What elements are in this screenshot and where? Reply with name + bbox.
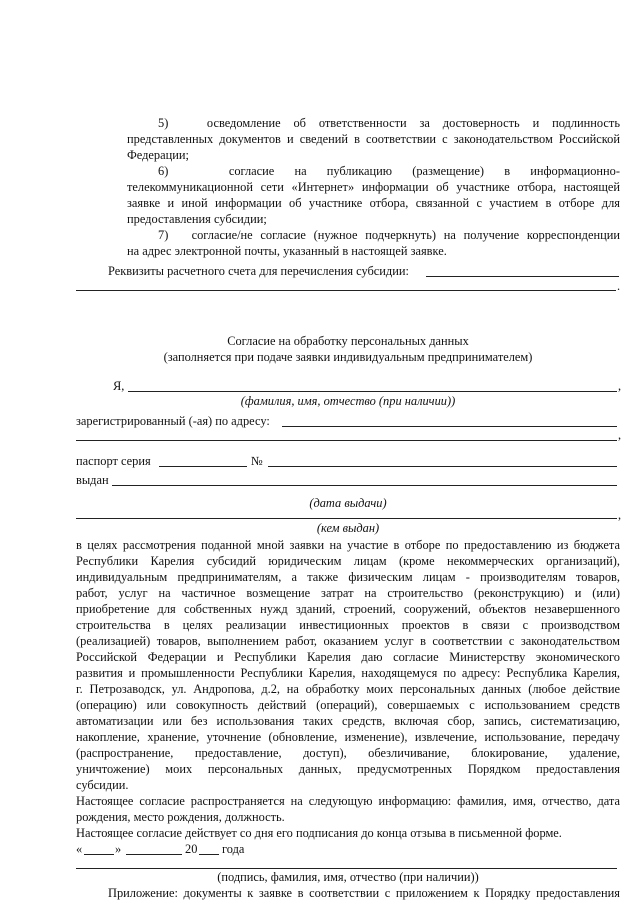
consent-scope-line-1: Настоящее согласие распространяется на следующую информацию: фамилия, имя, отчество, дата	[76, 794, 620, 808]
registered-address-field-line-2[interactable]	[76, 440, 617, 441]
consent-body-line: приобретение для собственных нужд зданий, строений, сооружений, объектов незавершенного	[76, 602, 620, 616]
consent-body-line: г. Петрозаводск, ул. Андропова, д.2, на обработку моих персональных данных (любое действие	[76, 682, 620, 696]
registered-address-comma: ,	[618, 428, 622, 442]
registered-address-label: зарегистрированный (-ая) по адресу:	[76, 414, 270, 428]
issued-label: выдан	[76, 473, 109, 487]
bank-requisites-end-mark: .	[617, 279, 621, 293]
consent-body-line: Российской Федерации и Республики Карелия даю согласие Министерству экономического	[76, 650, 620, 664]
item-7-line-1: 7) согласие/не согласие (нужное подчеркнуть) на получение корреспонденции	[158, 228, 620, 242]
consent-body-line: (реализацией) товаров, выполнением работ, оказанием услуг в соответствии с законодательством	[76, 634, 620, 648]
consent-body-line: Республики Карелия субсидий юридическим лицам (кроме некоммерческих организаций),	[76, 554, 620, 568]
item-7-line-2: на адрес электронной почты, указанный в настоящей заявке.	[127, 244, 447, 258]
issued-field-line[interactable]	[112, 485, 617, 486]
consent-body-line: развития и промышленности Республики Карелия, находящемуся по адресу: Республика Карелия,	[76, 666, 620, 680]
item-5-line-2: представленных документов и сведений в соответствии с законодательством Российской	[127, 132, 620, 146]
consent-validity: Настоящее согласие действует со дня его подписания до конца отзыва в письменной форме.	[76, 826, 562, 840]
consent-scope-line-2: рождения, место рождения, должность.	[76, 810, 285, 824]
date-year-prefix: 20	[185, 842, 198, 856]
issuer-caption: (кем выдан)	[316, 521, 380, 535]
item-6-line-3: заявке и иной информации об участнике отбора, связанной с участием в отборе для	[127, 196, 620, 210]
issuer-field-line[interactable]	[76, 518, 617, 519]
issuer-comma: ,	[618, 508, 622, 522]
consent-body-line: автоматизации или без использования таких средств, включая сбор, запись, систематизацию,	[76, 714, 620, 728]
fio-caption: (фамилия, имя, отчество (при наличии))	[240, 394, 456, 408]
passport-number-label: №	[251, 454, 263, 468]
consent-body-line: в целях рассмотрения поданной мной заявки на участие в отборе по предоставлению из бюджета	[76, 538, 620, 552]
consent-body-line: строительства в целях реализации инвестиционных проектов в связи с производством	[76, 618, 620, 632]
date-year-field[interactable]	[199, 854, 219, 855]
consent-body-line: работ, услуг на частичное возмещение затрат на строительство (реконструкцию) и (или)	[76, 586, 620, 600]
consent-body-line: уничтожение) моих персональных данных, предусмотренных Порядком предоставления	[76, 762, 620, 776]
i-label: Я,	[113, 379, 125, 393]
item-6-line-1: 6) согласие на публикацию (размещение) в информационно-	[158, 164, 620, 178]
item-5-line-1: 5) осведомление об ответственности за достоверность и подлинность	[158, 116, 620, 130]
consent-body-line: (операцию) или совокупность действий (операций), совершаемых с использованием средств	[76, 698, 620, 712]
item-6-line-4: предоставления субсидии;	[127, 212, 267, 226]
passport-series-label: паспорт серия	[76, 454, 151, 468]
date-open-quote: «	[76, 842, 83, 856]
consent-body-line: накопление, хранение, уточнение (обновление, изменение), извлечение, использование, передачу	[76, 730, 620, 744]
bank-requisites-label: Реквизиты расчетного счета для перечисления субсидии:	[108, 264, 409, 278]
registered-address-field-line-1[interactable]	[282, 426, 617, 427]
item-6-line-2: телекоммуникационной сети «Интернет» информации об участнике отбора, настоящей	[127, 180, 620, 194]
passport-series-field[interactable]	[159, 466, 247, 467]
signature-caption: (подпись, фамилия, имя, отчество (при наличии))	[217, 870, 479, 884]
fio-field-line[interactable]	[128, 391, 617, 392]
date-year-suffix: года	[222, 842, 245, 856]
fio-comma: ,	[618, 379, 622, 393]
consent-title: Согласие на обработку персональных данных	[227, 334, 469, 348]
issue-date-caption: (дата выдачи)	[309, 496, 387, 510]
date-day-field[interactable]	[84, 854, 114, 855]
consent-body-line: индивидуальным предпринимателям, а также физическим лицам - производителям товаров,	[76, 570, 620, 584]
appendix-line: Приложение: документы к заявке в соответствии с приложением к Порядку предоставления	[108, 886, 620, 900]
consent-subtitle: (заполняется при подаче заявки индивидуальным предпринимателем)	[163, 350, 533, 364]
bank-requisites-field-line-2[interactable]	[76, 290, 616, 291]
date-month-field[interactable]	[126, 854, 182, 855]
bank-requisites-field-line-1[interactable]	[426, 276, 619, 277]
passport-number-field[interactable]	[268, 466, 617, 467]
consent-body-last-line: субсидии.	[76, 778, 129, 792]
date-close-quote: »	[115, 842, 122, 856]
item-5-line-3: Федерации;	[127, 148, 189, 162]
consent-body-line: (распространение, предоставление, доступ), обезличивание, блокирование, удаление,	[76, 746, 620, 760]
